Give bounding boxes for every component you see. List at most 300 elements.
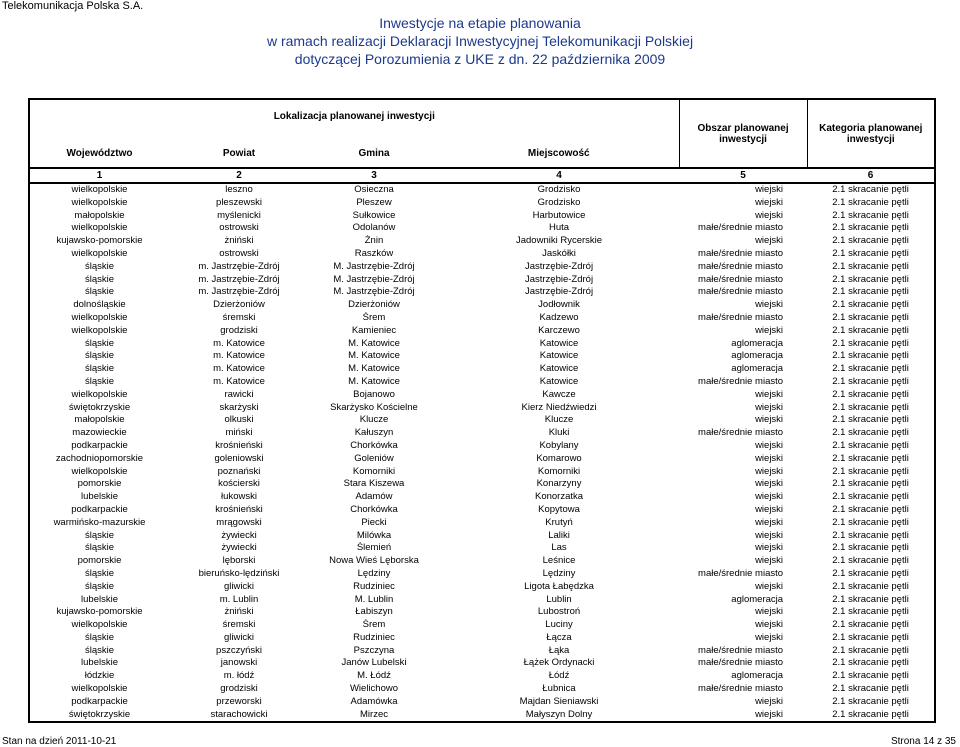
cell-obszar: wiejski	[755, 209, 784, 221]
cell-wojewodztwo: wielkopolskie	[71, 222, 128, 234]
column-number: 6	[807, 168, 935, 183]
cell-gmina: Pleszew	[356, 196, 392, 208]
cell-wojewodztwo: podkarpackie	[71, 695, 128, 707]
cell-wojewodztwo: świętokrzyskie	[68, 708, 131, 720]
cell-kategoria: 2.1 skracanie pętli	[832, 439, 909, 451]
cell-obszar: małe/średnie miasto	[698, 273, 784, 285]
cell-wojewodztwo: wielkopolskie	[71, 184, 128, 195]
table-row	[29, 504, 935, 517]
cell-gmina: M. Katowice	[348, 363, 400, 375]
cell-powiat: żniński	[224, 606, 254, 618]
cell-kategoria: 2.1 skracanie pętli	[832, 542, 909, 554]
cell-gmina: Nowa Wieś Lęborska	[329, 555, 419, 567]
cell-powiat: m. Jastrzębie-Zdrój	[198, 286, 280, 298]
cell-miejscowosc: Małyszyn Dolny	[525, 708, 593, 720]
cell-powiat: m. Jastrzębie-Zdrój	[198, 260, 280, 272]
cell-obszar: wiejski	[755, 542, 784, 554]
cell-gmina: Piecki	[361, 516, 387, 528]
cell-wojewodztwo: świętokrzyskie	[68, 401, 131, 413]
cell-miejscowosc: Katowice	[539, 375, 579, 387]
cell-powiat: Dzierżoniów	[213, 299, 265, 311]
cell-wojewodztwo: wielkopolskie	[71, 196, 128, 208]
cell-kategoria: 2.1 skracanie pętli	[832, 452, 909, 464]
cell-miejscowosc: Lubostroń	[537, 606, 581, 618]
table-row	[29, 286, 935, 299]
cell-powiat: rawicki	[224, 388, 254, 400]
cell-obszar: wiejski	[755, 196, 784, 208]
cell-miejscowosc: Majdan Sieniawski	[519, 695, 599, 707]
cell-powiat: grodziski	[220, 324, 258, 336]
cell-miejscowosc: Kawcze	[542, 388, 576, 400]
cell-gmina: M. Jastrzębie-Zdrój	[333, 286, 415, 298]
document-title	[0, 14, 960, 68]
cell-wojewodztwo: zachodniopomorskie	[55, 452, 144, 464]
cell-obszar: wiejski	[755, 529, 784, 541]
cell-kategoria: 2.1 skracanie pętli	[832, 427, 909, 439]
cell-miejscowosc: Huta	[548, 222, 570, 234]
cell-gmina: Stara Kiszewa	[343, 478, 405, 490]
cell-miejscowosc: Lublin	[546, 593, 572, 605]
cell-kategoria: 2.1 skracanie pętli	[832, 695, 909, 707]
cell-gmina: M. Katowice	[348, 350, 400, 362]
cell-powiat: śremski	[222, 311, 256, 323]
table-row	[29, 657, 935, 670]
table-row	[29, 491, 935, 504]
cell-miejscowosc: Konarzyny	[536, 478, 582, 490]
cell-powiat: janowski	[220, 657, 258, 669]
cell-powiat: myślenicki	[217, 209, 261, 221]
cell-obszar: wiejski	[755, 619, 784, 631]
table-row	[29, 338, 935, 351]
cell-obszar: aglomeracja	[731, 593, 784, 605]
cell-gmina: Ślemień	[356, 542, 392, 554]
cell-powiat: olkuski	[224, 414, 254, 426]
cell-miejscowosc: Konorzatka	[534, 491, 584, 503]
cell-gmina: Mirzec	[360, 708, 388, 720]
cell-miejscowosc: Jastrzębie-Zdrój	[524, 273, 594, 285]
cell-kategoria: 2.1 skracanie pętli	[832, 363, 909, 375]
cell-miejscowosc: Łąka	[548, 644, 570, 656]
cell-powiat: krośnieński	[215, 439, 263, 451]
table-header	[29, 99, 935, 183]
table-row	[29, 210, 935, 223]
cell-powiat: kościerski	[218, 478, 260, 490]
cell-miejscowosc: Łącza	[546, 631, 572, 643]
column-numbers-row	[29, 168, 935, 183]
cell-wojewodztwo: wielkopolskie	[71, 465, 128, 477]
cell-obszar: aglomeracja	[731, 350, 784, 362]
header-gmina: Gmina	[309, 132, 439, 168]
cell-gmina: M. Katowice	[348, 337, 400, 349]
cell-miejscowosc: Jodłownik	[538, 299, 580, 311]
cell-wojewodztwo: wielkopolskie	[71, 311, 128, 323]
cell-wojewodztwo: śląskie	[84, 644, 115, 656]
cell-miejscowosc: Jaskółki	[542, 247, 576, 259]
cell-powiat: poznański	[217, 465, 261, 477]
column-number: 2	[169, 168, 309, 183]
cell-miejscowosc: Las	[551, 542, 567, 554]
cell-gmina: Sułkowice	[352, 209, 396, 221]
cell-miejscowosc: Katowice	[539, 337, 579, 349]
cell-obszar: małe/średnie miasto	[698, 286, 784, 298]
cell-obszar: małe/średnie miasto	[698, 427, 784, 439]
cell-wojewodztwo: kujawsko-pomorskie	[56, 606, 143, 618]
table-row	[29, 312, 935, 325]
table-row	[29, 299, 935, 312]
cell-wojewodztwo: łódzkie	[84, 670, 115, 682]
cell-obszar: wiejski	[755, 580, 784, 592]
cell-obszar: małe/średnie miasto	[698, 311, 784, 323]
cell-powiat: m. Katowice	[213, 337, 265, 349]
cell-miejscowosc: Jastrzębie-Zdrój	[524, 286, 594, 298]
cell-wojewodztwo: podkarpackie	[71, 439, 128, 451]
cell-obszar: aglomeracja	[731, 337, 784, 349]
footer-date: Stan na dzień 2011-10-21	[2, 736, 117, 747]
cell-gmina: Komorniki	[352, 465, 396, 477]
table-row	[29, 619, 935, 632]
cell-wojewodztwo: pomorskie	[77, 478, 122, 490]
company-name: Telekomunikacja Polska S.A.	[2, 0, 144, 12]
cell-obszar: małe/średnie miasto	[698, 644, 784, 656]
cell-kategoria: 2.1 skracanie pętli	[832, 350, 909, 362]
table-row	[29, 709, 935, 723]
cell-gmina: Osieczna	[354, 184, 394, 195]
table-row	[29, 555, 935, 568]
table-row	[29, 376, 935, 389]
cell-powiat: żywiecki	[221, 542, 257, 554]
cell-gmina: Lędziny	[357, 567, 391, 579]
header-obszar: Obszar planowanej inwestycji	[679, 99, 807, 168]
cell-wojewodztwo: śląskie	[84, 286, 115, 298]
cell-gmina: Adamów	[355, 491, 393, 503]
cell-obszar: wiejski	[755, 414, 784, 426]
cell-gmina: Rudziniec	[353, 631, 395, 643]
cell-gmina: M. Katowice	[348, 375, 400, 387]
table-row	[29, 517, 935, 530]
cell-gmina: Chorkówka	[350, 439, 398, 451]
cell-powiat: m. Jastrzębie-Zdrój	[198, 273, 280, 285]
header-wojewodztwo: Województwo	[29, 132, 169, 168]
table-row	[29, 183, 935, 197]
cell-miejscowosc: Kopytowa	[538, 503, 580, 515]
table-row	[29, 274, 935, 287]
cell-obszar: małe/średnie miasto	[698, 683, 784, 695]
cell-obszar: wiejski	[755, 478, 784, 490]
cell-powiat: mrągowski	[216, 516, 262, 528]
header-lokalizacja: Lokalizacja planowanej inwestycji	[29, 99, 679, 132]
cell-miejscowosc: Łubnica	[542, 683, 576, 695]
table-row	[29, 453, 935, 466]
cell-gmina: M. Jastrzębie-Zdrój	[333, 273, 415, 285]
cell-kategoria: 2.1 skracanie pętli	[832, 593, 909, 605]
cell-kategoria: 2.1 skracanie pętli	[832, 324, 909, 336]
cell-wojewodztwo: kujawsko-pomorskie	[56, 235, 143, 247]
cell-obszar: wiejski	[755, 708, 784, 720]
header-miejscowosc: Miejscowość	[439, 132, 679, 168]
cell-miejscowosc: Krutyń	[545, 516, 573, 528]
cell-kategoria: 2.1 skracanie pętli	[832, 670, 909, 682]
cell-kategoria: 2.1 skracanie pętli	[832, 529, 909, 541]
cell-obszar: wiejski	[755, 695, 784, 707]
cell-wojewodztwo: śląskie	[84, 350, 115, 362]
cell-wojewodztwo: lubelskie	[81, 593, 118, 605]
table-row	[29, 568, 935, 581]
cell-powiat: leszno	[225, 184, 253, 195]
cell-obszar: wiejski	[755, 299, 784, 311]
cell-obszar: wiejski	[755, 491, 784, 503]
cell-kategoria: 2.1 skracanie pętli	[832, 657, 909, 669]
cell-kategoria: 2.1 skracanie pętli	[832, 414, 909, 426]
cell-kategoria: 2.1 skracanie pętli	[832, 299, 909, 311]
cell-miejscowosc: Katowice	[539, 350, 579, 362]
cell-gmina: Kamieniec	[351, 324, 397, 336]
cell-wojewodztwo: podkarpackie	[71, 503, 128, 515]
cell-kategoria: 2.1 skracanie pętli	[832, 580, 909, 592]
cell-kategoria: 2.1 skracanie pętli	[832, 209, 909, 221]
cell-gmina: Adamówka	[350, 695, 398, 707]
cell-gmina: Chorkówka	[350, 503, 398, 515]
cell-powiat: gliwicki	[223, 631, 255, 643]
cell-miejscowosc: Łódź	[548, 670, 570, 682]
cell-kategoria: 2.1 skracanie pętli	[832, 235, 909, 247]
cell-gmina: Łabiszyn	[355, 606, 393, 618]
cell-gmina: Wielichowo	[349, 683, 399, 695]
cell-kategoria: 2.1 skracanie pętli	[832, 311, 909, 323]
investment-table-wrapper	[28, 98, 934, 723]
cell-obszar: wiejski	[755, 324, 784, 336]
cell-powiat: przeworski	[216, 695, 262, 707]
cell-kategoria: 2.1 skracanie pętli	[832, 555, 909, 567]
cell-obszar: wiejski	[755, 555, 784, 567]
cell-kategoria: 2.1 skracanie pętli	[832, 388, 909, 400]
cell-gmina: Rudziniec	[353, 580, 395, 592]
cell-powiat: krośnieński	[215, 503, 263, 515]
cell-gmina: Odolanów	[352, 222, 396, 234]
table-row	[29, 261, 935, 274]
cell-gmina: M. Łódź	[357, 670, 391, 682]
cell-wojewodztwo: pomorskie	[77, 555, 122, 567]
cell-powiat: śremski	[222, 619, 256, 631]
cell-miejscowosc: Łążek Ordynacki	[523, 657, 595, 669]
cell-powiat: gliwicki	[223, 580, 255, 592]
table-row	[29, 683, 935, 696]
title-line-2: w ramach realizacji Deklaracji Inwestycyjnej Telekomunikacji Polskiej	[266, 33, 694, 49]
cell-obszar: wiejski	[755, 235, 784, 247]
cell-powiat: pszczyński	[216, 644, 262, 656]
cell-wojewodztwo: lubelskie	[81, 657, 118, 669]
table-row	[29, 594, 935, 607]
cell-gmina: Śrem	[362, 619, 386, 631]
cell-wojewodztwo: małopolskie	[74, 209, 125, 221]
cell-kategoria: 2.1 skracanie pętli	[832, 273, 909, 285]
cell-obszar: wiejski	[755, 401, 784, 413]
cell-powiat: ostrowski	[219, 222, 259, 234]
cell-kategoria: 2.1 skracanie pętli	[832, 337, 909, 349]
table-row	[29, 606, 935, 619]
cell-wojewodztwo: małopolskie	[74, 414, 125, 426]
table-row	[29, 414, 935, 427]
cell-kategoria: 2.1 skracanie pętli	[832, 619, 909, 631]
cell-kategoria: 2.1 skracanie pętli	[832, 606, 909, 618]
cell-kategoria: 2.1 skracanie pętli	[832, 478, 909, 490]
cell-obszar: małe/średnie miasto	[698, 247, 784, 259]
cell-obszar: wiejski	[755, 184, 784, 195]
cell-wojewodztwo: śląskie	[84, 580, 115, 592]
investment-table	[28, 98, 936, 723]
cell-wojewodztwo: wielkopolskie	[71, 619, 128, 631]
column-number: 1	[29, 168, 169, 183]
title-line-3: dotyczącej Porozumienia z UKE z dn. 22 października 2009	[294, 51, 666, 67]
cell-obszar: wiejski	[755, 606, 784, 618]
cell-gmina: Milówka	[356, 529, 392, 541]
cell-miejscowosc: Luciny	[545, 619, 573, 631]
table-row	[29, 248, 935, 261]
cell-obszar: wiejski	[755, 452, 784, 464]
table-row	[29, 389, 935, 402]
table-body	[29, 183, 935, 722]
table-row	[29, 350, 935, 363]
cell-powiat: lęborski	[222, 555, 256, 567]
cell-wojewodztwo: śląskie	[84, 567, 115, 579]
cell-gmina: Pszczyna	[353, 644, 395, 656]
table-row	[29, 363, 935, 376]
cell-wojewodztwo: mazowieckie	[72, 427, 127, 439]
table-row	[29, 402, 935, 415]
cell-powiat: goleniowski	[214, 452, 264, 464]
cell-powiat: żniński	[224, 235, 254, 247]
cell-miejscowosc: Kluki	[548, 427, 570, 439]
cell-gmina: M. Jastrzębie-Zdrój	[333, 260, 415, 272]
cell-powiat: m. Lublin	[219, 593, 259, 605]
cell-wojewodztwo: śląskie	[84, 273, 115, 285]
table-row	[29, 632, 935, 645]
cell-wojewodztwo: śląskie	[84, 631, 115, 643]
cell-wojewodztwo: wielkopolskie	[71, 683, 128, 695]
table-row	[29, 440, 935, 453]
title-line-1: Inwestycje na etapie planowania	[379, 15, 581, 31]
cell-wojewodztwo: wielkopolskie	[71, 324, 128, 336]
cell-obszar: wiejski	[755, 516, 784, 528]
cell-powiat: m. Katowice	[213, 375, 265, 387]
cell-wojewodztwo: śląskie	[84, 375, 115, 387]
cell-kategoria: 2.1 skracanie pętli	[832, 631, 909, 643]
cell-kategoria: 2.1 skracanie pętli	[832, 222, 909, 234]
cell-gmina: Żnin	[364, 235, 384, 247]
cell-miejscowosc: Laliki	[548, 529, 570, 541]
cell-kategoria: 2.1 skracanie pętli	[832, 260, 909, 272]
cell-miejscowosc: Grodzisko	[537, 184, 581, 195]
cell-miejscowosc: Jadowniki Rycerskie	[515, 235, 603, 247]
cell-kategoria: 2.1 skracanie pętli	[832, 708, 909, 720]
table-row	[29, 427, 935, 440]
cell-miejscowosc: Komarowo	[536, 452, 582, 464]
cell-kategoria: 2.1 skracanie pętli	[832, 465, 909, 477]
cell-kategoria: 2.1 skracanie pętli	[832, 196, 909, 208]
cell-wojewodztwo: śląskie	[84, 337, 115, 349]
cell-kategoria: 2.1 skracanie pętli	[832, 286, 909, 298]
cell-kategoria: 2.1 skracanie pętli	[832, 184, 909, 195]
cell-miejscowosc: Kobylany	[539, 439, 579, 451]
header-powiat: Powiat	[169, 132, 309, 168]
cell-obszar: wiejski	[755, 439, 784, 451]
cell-miejscowosc: Lędziny	[542, 567, 576, 579]
cell-kategoria: 2.1 skracanie pętli	[832, 491, 909, 503]
cell-miejscowosc: Harbutowice	[532, 209, 586, 221]
cell-miejscowosc: Kadzewo	[539, 311, 579, 323]
table-row	[29, 466, 935, 479]
cell-wojewodztwo: dolnośląskie	[73, 299, 126, 311]
cell-powiat: łukowski	[221, 491, 257, 503]
cell-miejscowosc: Karczewo	[538, 324, 580, 336]
cell-kategoria: 2.1 skracanie pętli	[832, 375, 909, 387]
footer-page-number: Strona 14 z 35	[890, 736, 956, 747]
cell-miejscowosc: Katowice	[539, 363, 579, 375]
cell-powiat: starachowicki	[210, 708, 268, 720]
cell-powiat: grodziski	[220, 683, 258, 695]
cell-wojewodztwo: wielkopolskie	[71, 388, 128, 400]
table-row	[29, 670, 935, 683]
table-row	[29, 222, 935, 235]
cell-miejscowosc: Komorniki	[537, 465, 581, 477]
cell-obszar: aglomeracja	[731, 670, 784, 682]
cell-obszar: małe/średnie miasto	[698, 260, 784, 272]
table-row	[29, 645, 935, 658]
cell-miejscowosc: Kierz Niedźwiedzi	[521, 401, 597, 413]
table-row	[29, 696, 935, 709]
cell-obszar: aglomeracja	[731, 363, 784, 375]
cell-kategoria: 2.1 skracanie pętli	[832, 567, 909, 579]
cell-gmina: Kałuszyn	[354, 427, 394, 439]
cell-wojewodztwo: śląskie	[84, 260, 115, 272]
cell-powiat: żywiecki	[221, 529, 257, 541]
cell-wojewodztwo: śląskie	[84, 542, 115, 554]
cell-wojewodztwo: lubelskie	[81, 491, 118, 503]
cell-powiat: m. Katowice	[213, 350, 265, 362]
table-row	[29, 581, 935, 594]
header-kategoria: Kategoria planowanej inwestycji	[807, 99, 935, 168]
cell-obszar: małe/średnie miasto	[698, 375, 784, 387]
column-number: 3	[309, 168, 439, 183]
cell-powiat: miński	[225, 427, 253, 439]
cell-gmina: Klucze	[359, 414, 389, 426]
cell-obszar: małe/średnie miasto	[698, 222, 784, 234]
cell-obszar: wiejski	[755, 388, 784, 400]
cell-kategoria: 2.1 skracanie pętli	[832, 683, 909, 695]
cell-wojewodztwo: śląskie	[84, 363, 115, 375]
cell-gmina: Bojanowo	[353, 388, 395, 400]
table-row	[29, 197, 935, 210]
cell-powiat: pleszewski	[216, 196, 262, 208]
cell-kategoria: 2.1 skracanie pętli	[832, 247, 909, 259]
cell-gmina: Raszków	[354, 247, 394, 259]
cell-gmina: Skarżysko Kościelne	[330, 401, 418, 413]
table-row	[29, 530, 935, 543]
cell-kategoria: 2.1 skracanie pętli	[832, 401, 909, 413]
cell-gmina: Goleniów	[354, 452, 394, 464]
table-row	[29, 325, 935, 338]
cell-miejscowosc: Leśnice	[542, 555, 576, 567]
cell-powiat: m. Katowice	[213, 363, 265, 375]
cell-gmina: Dzierżoniów	[348, 299, 400, 311]
cell-kategoria: 2.1 skracanie pętli	[832, 516, 909, 528]
cell-powiat: bieruńsko-lędziński	[198, 567, 280, 579]
cell-miejscowosc: Ligota Łabędzka	[524, 580, 594, 592]
cell-obszar: małe/średnie miasto	[698, 657, 784, 669]
cell-kategoria: 2.1 skracanie pętli	[832, 503, 909, 515]
cell-gmina: Janów Lubelski	[341, 657, 407, 669]
cell-powiat: m. łódź	[223, 670, 255, 682]
cell-miejscowosc: Grodzisko	[537, 196, 581, 208]
